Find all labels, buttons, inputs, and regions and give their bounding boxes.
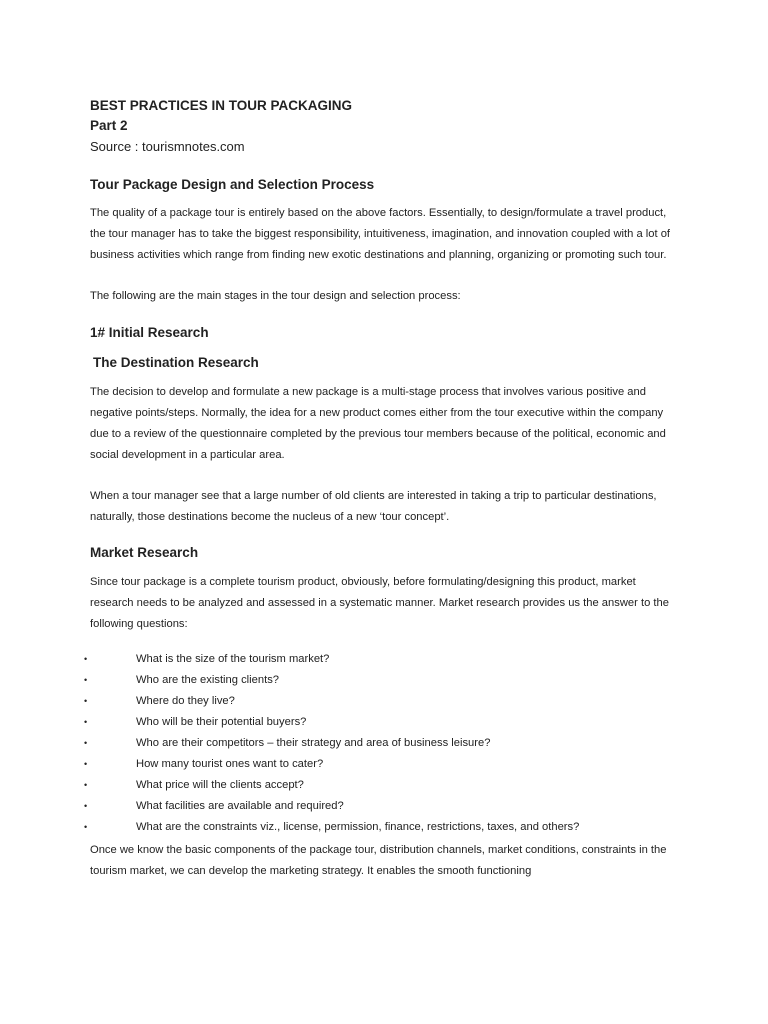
paragraph-market-1: Since tour package is a complete tourism product, obviously, before formulating/designing this product, market research needs to be analyzed and assessed in a systematic manner. Market research provides us the answer to the following questions: bbox=[90, 576, 669, 630]
list-item: • Who are their competitors – their strategy and area of business leisure? bbox=[90, 733, 680, 754]
list-item: • Who will be their potential buyers? bbox=[90, 712, 680, 733]
paragraph-closing: Once we know the basic components of the package tour, distribution channels, market conditions, constraints in the tourism market, we can develop the marketing strategy. It enables the smooth functioning bbox=[90, 844, 667, 877]
bullet-icon: • bbox=[84, 759, 88, 769]
section-heading-design: Tour Package Design and Selection Process bbox=[90, 177, 375, 192]
paragraph-design-2: The following are the main stages in the tour design and selection process: bbox=[90, 290, 461, 302]
section-heading-destination-research: The Destination Research bbox=[93, 355, 259, 370]
bullet-icon: • bbox=[84, 654, 88, 664]
paragraph-destination-2: When a tour manager see that a large number of old clients are interested in taking a trip to particular destinations, naturally, those destinations become the nucleus of a new ‘tour concept’. bbox=[90, 490, 657, 523]
bullet-icon: • bbox=[84, 696, 88, 706]
list-item: • What price will the clients accept? bbox=[90, 775, 680, 796]
document-title: BEST PRACTICES IN TOUR PACKAGING bbox=[90, 98, 353, 113]
document-content bbox=[84, 96, 680, 882]
bullet-icon: • bbox=[84, 822, 88, 832]
paragraph-design-1: The quality of a package tour is entirely based on the above factors. Essentially, to design/formulate a travel product, the tour manager has to take the biggest responsibility, intuitiveness, imagination, and innovation coupled with a lot of business activities which range from finding new exotic destinations and planning, organizing or promoting such tour. bbox=[90, 207, 671, 261]
list-item: • What is the size of the tourism market? bbox=[90, 649, 680, 670]
bullet-icon: • bbox=[84, 801, 88, 811]
paragraph-destination-1: The decision to develop and formulate a new package is a multi-stage process that involves various positive and negative points/steps. Normally, the idea for a new product comes either from the tour executive within the company due to a review of the questionnaire completed by the previous tour members because of the political, economic and social development in a particular area. bbox=[90, 386, 666, 461]
bullet-icon: • bbox=[84, 717, 88, 727]
market-questions-list bbox=[84, 649, 680, 838]
section-heading-initial-research: 1# Initial Research bbox=[90, 325, 209, 340]
document-source: Source : tourismnotes.com bbox=[90, 139, 245, 154]
document-part: Part 2 bbox=[90, 118, 128, 133]
bullet-icon: • bbox=[84, 675, 88, 685]
list-item: • Who are the existing clients? bbox=[90, 670, 680, 691]
list-item: • What facilities are available and required? bbox=[90, 796, 680, 817]
bullet-icon: • bbox=[84, 780, 88, 790]
section-heading-market-research: Market Research bbox=[90, 545, 199, 560]
bullet-icon: • bbox=[84, 738, 88, 748]
list-item: • How many tourist ones want to cater? bbox=[90, 754, 680, 775]
list-item: • What are the constraints viz., license, permission, finance, restrictions, taxes, and others? bbox=[90, 817, 680, 838]
list-item: • Where do they live? bbox=[90, 691, 680, 712]
